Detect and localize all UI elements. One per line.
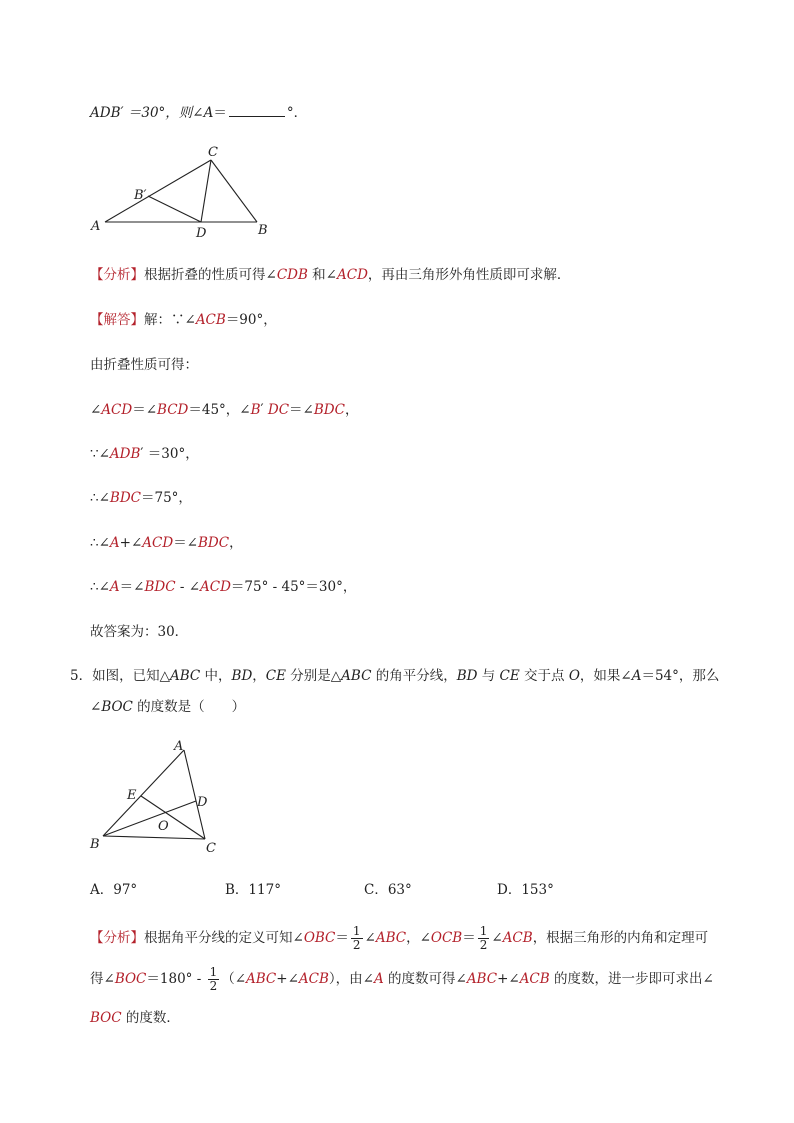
label-B: B [258, 223, 268, 238]
segment-BC [103, 836, 205, 839]
step-5: ∴∠A＝∠BDC - ∠ACD＝75° - 45°＝30°， [90, 579, 357, 595]
label-A: A [91, 219, 101, 234]
segment-AB [103, 750, 184, 836]
question-number: 5． [70, 668, 93, 684]
label-O: O [158, 819, 169, 834]
label-C: C [206, 841, 216, 856]
question-5-line-1: 5．如图，已知△ABC 中，BD，CE 分别是△ABC 的角平分线，BD 与 CE 交于点 O，如果∠A＝54°，那么 [70, 668, 720, 684]
step-1: ∠ACD＝∠BCD＝45°，∠B′ DC＝∠BDC， [90, 402, 359, 418]
figure-angle-bisectors [85, 735, 235, 860]
analysis-tag: 【分析】 [90, 930, 144, 946]
label-Bprime: B′ [134, 188, 147, 203]
label-C: C [208, 145, 218, 160]
final-answer-1: 故答案为：30． [90, 624, 189, 640]
answer-tag: 【解答】 [90, 312, 144, 328]
step-3: ∴∠BDC＝75°， [90, 490, 192, 506]
analysis-tag: 【分析】 [90, 267, 144, 283]
problem-continuation: ADB′ ＝30°，则∠A＝ °． [90, 102, 307, 123]
option-b[interactable]: B．117° [225, 882, 281, 898]
question-5-line-2: ∠BOC 的度数是（ ） [90, 699, 246, 715]
segment-CD [201, 160, 211, 222]
option-d[interactable]: D．153° [497, 882, 554, 898]
option-c[interactable]: C．63° [364, 882, 412, 898]
fraction-half: $\frac{1}{2}$ [479, 924, 488, 952]
figure-triangle-fold [85, 140, 285, 245]
label-A: A [174, 739, 184, 754]
label-B: B [90, 837, 100, 852]
analysis-2-line-1: 【分析】根据角平分线的定义可知∠OBC＝ $\frac{1}{2}$ ∠ABC，∠OCB＝ $\frac{1}{2}$ ∠ACB，根据三角形的内角和定理可 [90, 924, 709, 952]
answer-blank[interactable] [229, 102, 285, 117]
answer-1: 【解答】解：∵∠ACB＝90°， [90, 312, 277, 328]
analysis-2-line-3: BOC 的度数． [90, 1010, 180, 1026]
label-D: D [196, 226, 207, 241]
segment-BprimeD [148, 196, 201, 222]
segment-CB [211, 160, 257, 222]
step-4: ∴∠A+∠ACD＝∠BDC， [90, 535, 243, 551]
label-E: E [127, 788, 137, 803]
label-D: D [197, 795, 208, 810]
fraction-half: $\frac{1}{2}$ [209, 965, 218, 993]
analysis-1: 【分析】根据折叠的性质可得∠CDB 和∠ACD，再由三角形外角性质即可求解． [90, 267, 571, 283]
segment-AC [105, 160, 211, 222]
step-0: 由折叠性质可得： [90, 357, 198, 373]
fraction-half: $\frac{1}{2}$ [352, 924, 361, 952]
step-2: ∵∠ADB′ ＝30°， [90, 446, 199, 462]
option-a[interactable]: A．97° [90, 882, 138, 898]
analysis-2-line-2: 得∠BOC＝180° - $\frac{1}{2}$ （∠ABC+∠ACB），由∠A 的度数可得∠ABC+∠ACB 的度数，进一步即可求出∠ [90, 965, 714, 993]
segment-BD [103, 801, 196, 836]
